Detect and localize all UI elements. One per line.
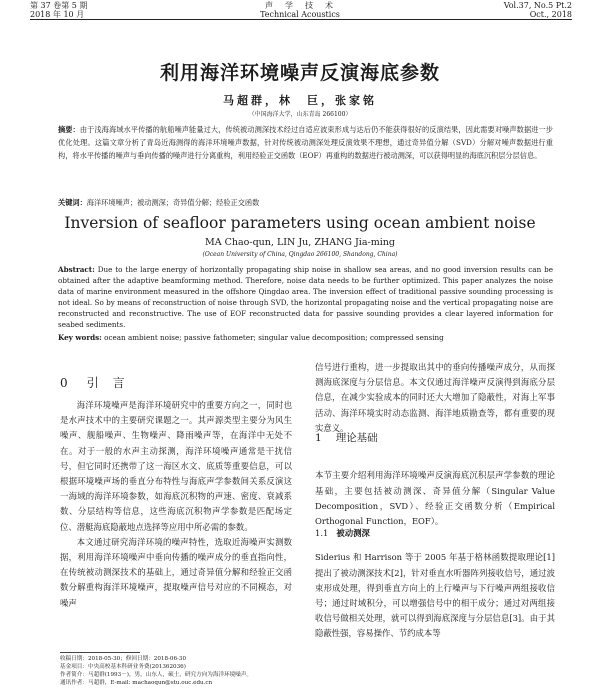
keywords-zh bbox=[58, 198, 553, 208]
affiliation-en: (Ocean University of China, Qingdao 266100, Shandong, China) bbox=[202, 251, 398, 258]
journal-name-en: Technical Acoustics bbox=[260, 10, 340, 19]
keywords-en-label: Key words: bbox=[58, 333, 102, 342]
theory-paragraph bbox=[315, 460, 555, 538]
header-rule bbox=[30, 19, 572, 20]
abstract-en-text: Due to the large energy of horizontally propagating ship noise in shallow sea areas, and no good inversion results can be obtained after the adaptive beamforming method. Therefore, noise data needs to be further optimized. This paper analyzes the noise data of marine environment measured in the offshore Qingdao area. The inversion effect of traditional passive sounding processing is not ideal. So by means of reconstruction of noise through SVD, the horizontal propagating noise and the vertical propagating noise are reconstructed and reconstructive. The use of EOF reconstructed data for passive sounding provides a clear layered information for seabed sediments. bbox=[58, 265, 553, 329]
theory-paragraph-text: 本节主要介绍利用海洋环境噪声反演海底沉积层声学参数的理论基础，主要包括被动测深、奇异值分解（Singular Value Decomposition，SVD）、经验正交函数分析（Empirical Orthogonal Function，EOF）。 bbox=[315, 470, 555, 526]
abstract-zh-label: 摘要： bbox=[58, 125, 80, 134]
intro-paragraph-1: 海洋环境噪声是海洋环境研究中的重要方向之一，同时也是水声技术中的主要研究课题之一。其声源类型主要分为风生噪声、舰船噪声、生物噪声、降雨噪声等，在海洋中无处不在。对于一般的水声主动探测，海洋环境噪声通常是干扰信号，但它同时还携带了这一海区水文、底质等重要信息，可以根据环境噪声场的垂直分布特性与海底声学参数间关系反演这一海域的海洋环境参数，如海底沉积物的声速、密度、衰减系数、分层结构等信息，这些海底沉积物声学参数是匹配场定位、潜艇海底隐蔽地点选择等应用中所必需的参数。 bbox=[60, 400, 292, 532]
footnote-corresponding: 通讯作者：马超群，E-mail: machaoqun@stu.ouc.edu.cn bbox=[60, 680, 213, 686]
page-header bbox=[0, 0, 600, 20]
affiliation-zh: （中国海洋大学，山东青岛 266100） bbox=[248, 111, 352, 118]
footnote-author: 作者简介：马超群(1993－)，男，山东人，硕士，研究方向为海洋环境噪声。 bbox=[60, 672, 253, 678]
footnote-funding: 基金项目：中央高校基本科研业务费(201362036) bbox=[60, 664, 186, 670]
abstract-zh bbox=[58, 124, 553, 162]
passive-paragraph-text: Siderius 和 Harrison 等于 2005 年基于格林函数提取理论[1]提出了被动测深技术[2]，针对垂直水听器阵列接收信号，通过波束形成处理，得到垂直方向上的上行噪声与下行噪声两组接收信号；通过时域积分，可以增强信号中的相干成分；通过对两组接收信号做相关处理，就可以得到海底深度与分层信息[3]。由于其隐蔽性强，容易操作、节约成本等 bbox=[315, 552, 555, 639]
subsection-title: 被动测深 bbox=[336, 528, 370, 538]
subsection-heading-passive bbox=[315, 527, 370, 539]
journal-volume: 第 37 卷第 5 期 bbox=[30, 1, 88, 10]
journal-date: 2018 年 10 月 bbox=[30, 10, 85, 19]
section-title: 引 言 bbox=[86, 376, 126, 390]
footnote-rule bbox=[60, 652, 140, 653]
footnotes bbox=[60, 655, 292, 687]
authors-zh: 马超群，林 巨，张家铭 bbox=[223, 94, 377, 107]
passive-paragraph bbox=[315, 542, 555, 650]
keywords-en-text: ocean ambient noise; passive fathometer; singular value decomposition; compressed sensing bbox=[104, 333, 444, 342]
title-zh: 利用海洋环境噪声反演海底参数 bbox=[159, 62, 440, 84]
journal-name-zh: 声 学 技 术 bbox=[265, 1, 335, 10]
authors-en: MA Chao-qun, LIN Ju, ZHANG Jia-ming bbox=[205, 237, 395, 248]
section-heading-intro bbox=[60, 374, 126, 391]
section-title: 理论基础 bbox=[335, 432, 378, 444]
right-column-continuation: 信号进行重构，进一步提取出其中的垂向传播噪声成分，从而探测海底深度与分层信息。本文仅通过海洋噪声反演得到海底分层信息，在减少实验成本的同时还大大增加了隐蔽性，对海上军事活动、海洋环境实时动态监测、海洋地质勘查等，都有重要的现实意义。 bbox=[315, 362, 555, 433]
section-number: 1 bbox=[315, 432, 322, 444]
section-number: 0 bbox=[60, 376, 69, 390]
journal-volume-en: Vol.37, No.5 Pt.2 bbox=[503, 1, 572, 10]
footnote-received: 收稿日期：2018-05-30；修回日期：2018-06-30 bbox=[60, 656, 187, 662]
abstract-en bbox=[58, 265, 553, 330]
keywords-zh-text: 海洋环境噪声；被动测深；奇异值分解；经验正交函数 bbox=[86, 198, 260, 207]
abstract-en-label: Abstract: bbox=[58, 265, 95, 274]
keywords-zh-label: 关键词： bbox=[58, 198, 87, 207]
journal-date-en: Oct., 2018 bbox=[529, 10, 572, 19]
title-en: Inversion of seafloor parameters using ocean ambient noise bbox=[64, 214, 536, 232]
subsection-number: 1.1 bbox=[315, 528, 329, 538]
left-column bbox=[60, 398, 292, 611]
keywords-en bbox=[58, 333, 553, 342]
section-heading-theory bbox=[315, 430, 378, 445]
abstract-zh-text: 由于浅海海域水平传播的航船噪声能量过大，传统被动测深技术经过自适应波束形成与达后仍不能获得很好的反演结果，因此需要对噪声数据进一步优化处理。这篇文章分析了青岛近海测得的海洋环境噪声数据，针对传统被动测深处理反演效果不理想，通过奇异值分解（SVD）分解对噪声数据进行重构，将水平传播的噪声与垂向传播的噪声进行分离重构，利用经验正交函数（EOF）再重构的数据进行被动测深，可以获得明显的海底沉积层分层信息。 bbox=[58, 125, 553, 160]
intro-paragraph-2: 本文通过研究海洋环境的噪声特性，选取近海噪声实测数据，利用海洋环境噪声中垂向传播的噪声成分的垂直指向性，在传统被动测深技术的基础上，通过奇异值分解和经验正交函数分解重构海洋环境噪声，提取噪声信号对应的不同模态，对噪声 bbox=[60, 536, 292, 608]
